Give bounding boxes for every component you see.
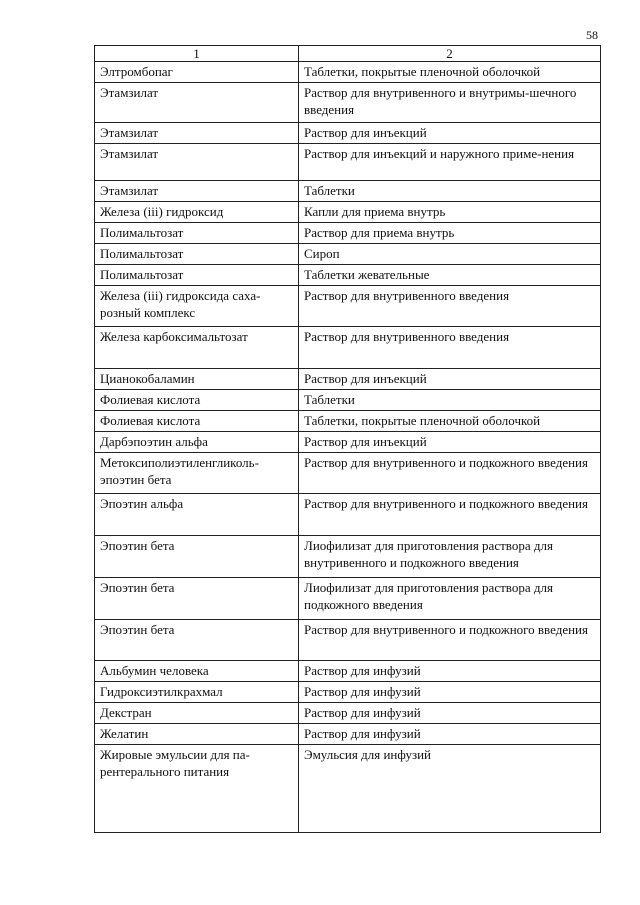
- table-row: [95, 432, 601, 453]
- drug-name-cell: Этамзилат: [95, 83, 299, 123]
- table-row: [95, 661, 601, 682]
- drug-name-cell: Гидроксиэтилкрахмал: [95, 682, 299, 703]
- dosage-form-cell: Лиофилизат для приготовления раствора для внутривенного и подкожного введения: [299, 536, 601, 578]
- table-row: [95, 536, 601, 578]
- dosage-form-cell: Таблетки: [299, 181, 601, 202]
- dosage-form-cell: Раствор для инфузий: [299, 682, 601, 703]
- table-row: [95, 144, 601, 181]
- dosage-form-cell: Эмульсия для инфузий: [299, 745, 601, 833]
- table-row: [95, 265, 601, 286]
- drug-name-cell: Полимальтозат: [95, 223, 299, 244]
- drug-name-cell: Полимальтозат: [95, 244, 299, 265]
- drug-name-cell: Альбумин человека: [95, 661, 299, 682]
- table-row: [95, 62, 601, 83]
- table-row: [95, 745, 601, 833]
- drug-name-cell: Дарбэпоэтин альфа: [95, 432, 299, 453]
- dosage-form-cell: Раствор для внутривенного и подкожного введения: [299, 620, 601, 661]
- dosage-form-cell: Раствор для внутривенного введения: [299, 286, 601, 327]
- dosage-form-cell: Сироп: [299, 244, 601, 265]
- drug-name-cell: Метоксиполиэтиленгликоль-эпоэтин бета: [95, 453, 299, 494]
- column-header-2: 2: [299, 46, 601, 62]
- table-row: [95, 223, 601, 244]
- table-row: [95, 123, 601, 144]
- table-row: [95, 682, 601, 703]
- dosage-form-cell: Раствор для инъекций: [299, 369, 601, 390]
- drug-name-cell: Железа карбоксимальтозат: [95, 327, 299, 369]
- dosage-form-cell: Раствор для внутривенного введения: [299, 327, 601, 369]
- dosage-form-cell: Раствор для внутривенного и подкожного введения: [299, 453, 601, 494]
- table-row: [95, 703, 601, 724]
- drug-name-cell: Полимальтозат: [95, 265, 299, 286]
- drug-name-cell: Цианокобаламин: [95, 369, 299, 390]
- table-row: [95, 620, 601, 661]
- drug-name-cell: Элтромбопаг: [95, 62, 299, 83]
- table-row: [95, 494, 601, 536]
- dosage-form-cell: Таблетки, покрытые пленочной оболочкой: [299, 411, 601, 432]
- table-row: [95, 327, 601, 369]
- drug-name-cell: Эпоэтин бета: [95, 578, 299, 620]
- drug-name-cell: Фолиевая кислота: [95, 411, 299, 432]
- drug-name-cell: Жировые эмульсии для па-рентерального питания: [95, 745, 299, 833]
- dosage-form-cell: Капли для приема внутрь: [299, 202, 601, 223]
- drug-name-cell: Эпоэтин альфа: [95, 494, 299, 536]
- table-row: [95, 286, 601, 327]
- table-row: [95, 390, 601, 411]
- drug-name-cell: Этамзилат: [95, 144, 299, 181]
- drug-name-cell: Желатин: [95, 724, 299, 745]
- dosage-form-cell: Раствор для внутривенного и внутримы-шечного введения: [299, 83, 601, 123]
- table-row: [95, 202, 601, 223]
- drug-name-cell: Железа (iii) гидроксид: [95, 202, 299, 223]
- table-row: [95, 369, 601, 390]
- table-row: [95, 578, 601, 620]
- dosage-form-cell: Таблетки: [299, 390, 601, 411]
- table-row: [95, 724, 601, 745]
- table-row: [95, 181, 601, 202]
- table-row: [95, 83, 601, 123]
- dosage-form-cell: Раствор для инъекций: [299, 432, 601, 453]
- dosage-form-cell: Лиофилизат для приготовления раствора для подкожного введения: [299, 578, 601, 620]
- dosage-form-cell: Раствор для внутривенного и подкожного введения: [299, 494, 601, 536]
- drug-name-cell: Эпоэтин бета: [95, 536, 299, 578]
- drug-table: [94, 45, 601, 833]
- dosage-form-cell: Раствор для инъекций и наружного приме-нения: [299, 144, 601, 181]
- page-number: 58: [586, 28, 598, 42]
- drug-name-cell: Фолиевая кислота: [95, 390, 299, 411]
- table-header-row: [95, 46, 601, 62]
- dosage-form-cell: Раствор для инфузий: [299, 661, 601, 682]
- dosage-form-cell: Таблетки, покрытые пленочной оболочкой: [299, 62, 601, 83]
- dosage-form-cell: Раствор для инфузий: [299, 724, 601, 745]
- drug-name-cell: Этамзилат: [95, 123, 299, 144]
- table-row: [95, 411, 601, 432]
- drug-name-cell: Этамзилат: [95, 181, 299, 202]
- drug-name-cell: Железа (iii) гидроксида саха-розный комплекс: [95, 286, 299, 327]
- table-row: [95, 244, 601, 265]
- drug-name-cell: Декстран: [95, 703, 299, 724]
- table-row: [95, 453, 601, 494]
- drug-name-cell: Эпоэтин бета: [95, 620, 299, 661]
- column-header-1: 1: [95, 46, 299, 62]
- dosage-form-cell: Раствор для приема внутрь: [299, 223, 601, 244]
- dosage-form-cell: Раствор для инфузий: [299, 703, 601, 724]
- dosage-form-cell: Раствор для инъекций: [299, 123, 601, 144]
- dosage-form-cell: Таблетки жевательные: [299, 265, 601, 286]
